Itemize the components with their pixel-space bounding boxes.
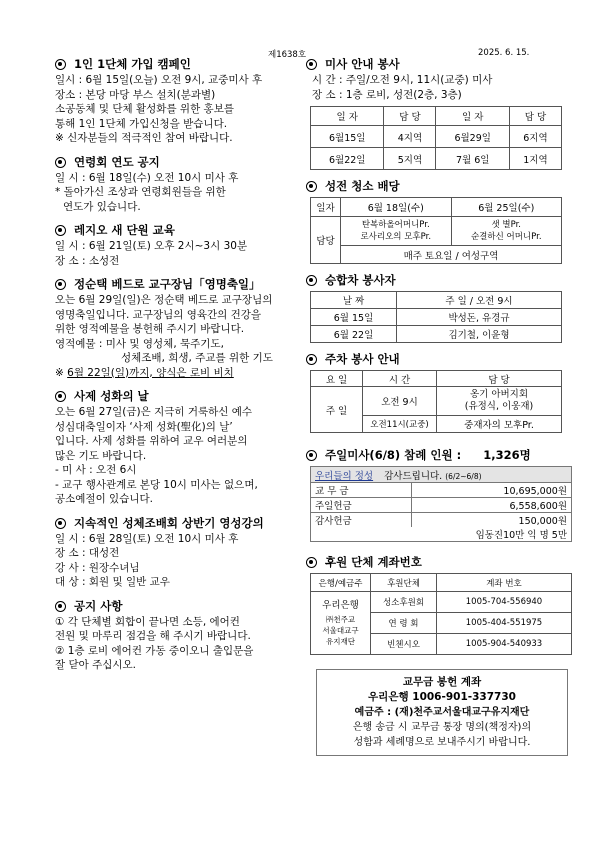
bank-holder: 우리은행 ㈜천주교 서울대교구 유지재단 [311, 592, 371, 655]
bullet-icon [55, 157, 66, 168]
table-cell: 1005-404-551975 [437, 613, 572, 634]
table-cell: 중재자의 모후Pr. [437, 416, 562, 433]
table-cell: 6월15일 [311, 126, 384, 148]
section-notice [55, 598, 300, 673]
text-line: 예금주 : (재)천주교서울대교구유지재단 [354, 707, 530, 718]
table-cell: 교 무 금 [311, 483, 412, 498]
section-title: 연령회 연도 공지 [55, 154, 300, 171]
table-cell: 샛 별Pr. 순결하신 어머니Pr. [451, 217, 562, 246]
cleaning-table [310, 197, 562, 264]
bullet-icon [55, 391, 66, 402]
section-van-volunteers [306, 272, 576, 343]
table-cell: 성소후원회 [371, 592, 437, 613]
bullet-icon [55, 601, 66, 612]
bullet-icon [306, 450, 317, 461]
bullet-icon [306, 59, 317, 70]
section-title: 레지오 새 단원 교육 [55, 222, 300, 239]
text-line: 입니다. 사제 성화를 위하여 교우 여러분의 [55, 435, 248, 447]
section-title: 미사 안내 봉사 [306, 56, 576, 73]
table-header: 담 당 [384, 107, 436, 126]
bullet-icon [306, 181, 317, 192]
table-header: 담 당 [509, 107, 561, 126]
section-title: 성전 청소 배당 [306, 178, 576, 195]
table-cell: 주 일 [311, 387, 363, 433]
text-line: 연도가 있습니다. [63, 200, 141, 213]
table-cell: 10,695,000원 [411, 483, 571, 498]
thanks-row: 우리들의 정성 감사드립니다. (6/2~6/8) [311, 467, 572, 483]
table-cell: 5지역 [384, 148, 436, 170]
table-cell: 김기철, 이윤형 [397, 326, 562, 343]
text-line: 시 간 : 주일/오전 9시, 11시(교중) 미사 [312, 74, 493, 86]
section-attendance [306, 447, 576, 542]
deadline-note: ※ 6월 22일(일)까지, 양식은 로비 비치 [55, 366, 234, 379]
table-header: 담당 [311, 217, 341, 264]
table-cell: 7월 6일 [436, 148, 509, 170]
left-column [55, 56, 300, 681]
section-legio [55, 222, 300, 268]
table-header: 은행/예금주 [311, 574, 371, 592]
accounts-table [310, 573, 572, 655]
table-cell: 빈첸시오 [371, 634, 437, 655]
table-cell: 6지역 [509, 126, 561, 148]
table-header: 계좌 번호 [437, 574, 572, 592]
offering-table [310, 466, 572, 542]
section-priest-day [55, 388, 300, 507]
table-header: 담 당 [437, 371, 562, 387]
table-cell: 매주 토요일 / 여성구역 [341, 246, 562, 264]
text-line: 많은 기도 바랍니다. [55, 449, 147, 462]
text-line: 영적예물 : 미사 및 영성체, 묵주기도, [55, 337, 224, 350]
table-cell: 6월 22일 [311, 326, 397, 343]
table-header: 일 자 [436, 107, 509, 126]
section-parking [306, 351, 576, 433]
table-cell: 1005-704-556940 [437, 592, 572, 613]
table-cell: 오전 9시 [363, 387, 437, 416]
text-line: 우리은행 1006-901-337730 [368, 691, 516, 703]
text-line: - 미 사 : 오전 6시 [55, 464, 137, 476]
table-header: 날 짜 [311, 292, 397, 309]
table-cell: 1지역 [509, 148, 561, 170]
text-line: 통해 1인 1단체 가입신청을 받습니다. [55, 117, 228, 130]
table-cell: 옹기 아버지회 (유정식, 이웅재) [437, 387, 562, 416]
table-cell: 4지역 [384, 126, 436, 148]
section-title: 정순택 베드로 교구장님「영명축일」 [55, 276, 300, 293]
table-cell: 6월 15일 [311, 309, 397, 326]
text-line: 교무금 봉헌 계좌 [402, 676, 482, 688]
text-line: 잘 닫아 주십시오. [55, 659, 137, 671]
text-line: 장 소 : 소성전 [55, 254, 120, 267]
table-cell: 감사헌금 [311, 513, 412, 528]
table-header: 시 간 [363, 371, 437, 387]
table-cell: 임동진10만 익 명 5만 [311, 527, 572, 542]
section-title: 후원 단체 계좌번호 [306, 554, 576, 571]
text-line: 장소 : 본당 마당 부스 설치(분과별) [55, 88, 216, 101]
text-line: 성함과 세례명으로 보내주시기 바랍니다. [353, 737, 531, 748]
section-accounts [306, 554, 576, 655]
section-memorial [55, 154, 300, 215]
section-title: 1인 1단체 가입 캠페인 [55, 56, 300, 73]
section-bishop-feast [55, 276, 300, 380]
text-line: 위한 영적예물을 봉헌해 주시기 바랍니다. [55, 323, 245, 335]
table-cell: 6월22일 [311, 148, 384, 170]
text-line: 소공동체 및 단체 활성화를 위한 홍보를 [55, 103, 234, 115]
table-header: 6월 18일(수) [341, 198, 452, 217]
text-line: 오는 6월 27일(금)은 지극히 거룩하신 예수 [55, 406, 253, 418]
text-line: 장 소 : 대성전 [55, 547, 120, 559]
section-lecture [55, 515, 300, 590]
table-cell: 연 령 회 [371, 613, 437, 634]
text-line: 일 시 : 6월 21일(토) 오후 2시~3시 30분 [55, 240, 248, 252]
table-cell: 6,558,600원 [411, 498, 571, 513]
table-header: 일 자 [311, 107, 384, 126]
bullet-icon [55, 59, 66, 70]
bullet-icon [55, 225, 66, 236]
table-cell: 오전11시(교중) [363, 416, 437, 433]
text-line: 일시 : 6월 15일(오늘) 오전 9시, 교중미사 후 [55, 74, 263, 86]
text-line: ※ 신자분들의 적극적인 참여 바랍니다. [55, 132, 233, 144]
section-campaign [55, 56, 300, 146]
section-title: 주일미사(6/8) 참례 인원 : 1,326명 [306, 447, 576, 464]
issue-date: 2025. 6. 15. [478, 48, 530, 58]
parking-table [310, 370, 562, 433]
text-line: 성심대축일이자 ‘사제 성화(聖化)의 날’ [55, 420, 233, 433]
text-line: 대 상 : 회원 및 일반 교우 [55, 576, 170, 588]
van-table [310, 291, 562, 343]
section-title: 승합차 봉사자 [306, 272, 576, 289]
section-mass-guide [306, 56, 576, 170]
text-line: 일 시 : 6월 18일(수) 오전 10시 미사 후 [55, 171, 239, 184]
section-cleaning [306, 178, 576, 264]
text-line: 은행 송금 시 교무금 통장 명의(책정자)의 [352, 722, 532, 733]
text-line: 영명축일입니다. 교구장님의 영육간의 건강을 [55, 308, 262, 321]
bullet-icon [55, 518, 66, 529]
bullet-icon [55, 279, 66, 290]
table-cell: 박성돈, 유경규 [397, 309, 562, 326]
bullet-icon [306, 275, 317, 286]
table-header: 요 일 [311, 371, 363, 387]
attendance-count: 1,326명 [483, 448, 531, 462]
text-line: 오는 6월 29일(일)은 정순택 베드로 교구장님의 [55, 294, 273, 306]
text-line: 장 소 : 1층 로비, 성전(2층, 3층) [312, 88, 462, 101]
table-header: 주 일 / 오전 9시 [397, 292, 562, 309]
text-line: * 돌아가신 조상과 연령회원들을 위한 [55, 186, 226, 198]
table-cell: 150,000원 [411, 513, 571, 528]
guide-table [310, 106, 562, 170]
text-line: 공소예절이 있습니다. [55, 493, 153, 505]
section-title: 지속적인 성체조배회 상반기 영성강의 [55, 515, 300, 532]
right-column [306, 56, 576, 756]
text-line: ② 1층 로비 에어컨 가동 중이오니 출입문을 [55, 644, 254, 657]
section-title: 공지 사항 [55, 598, 300, 615]
table-header: 후원단체 [371, 574, 437, 592]
table-cell: 주일헌금 [311, 498, 412, 513]
section-title: 사제 성화의 날 [55, 388, 300, 405]
table-header: 일자 [311, 198, 341, 217]
text-line: 강 사 : 원장수녀님 [55, 561, 140, 574]
text-line: ① 각 단체별 회합이 끝나면 소등, 에어컨 [55, 615, 240, 628]
table-cell: 6월29일 [436, 126, 509, 148]
bullet-icon [306, 354, 317, 365]
tithe-account-box [316, 669, 568, 756]
table-cell: 1005-904-540933 [437, 634, 572, 655]
text-line: 성체조배, 희생, 주교를 위한 기도 [121, 352, 273, 364]
bullet-icon [306, 557, 317, 568]
text-line: 전원 및 마루리 점검을 해 주시기 바랍니다. [55, 630, 251, 642]
table-header: 6월 25일(수) [451, 198, 562, 217]
table-cell: 탄복하올어머니Pr. 로사리오의 모후Pr. [341, 217, 452, 246]
text-line: - 교구 행사관계로 본당 10시 미사는 없으며, [55, 478, 258, 491]
text-line: 일 시 : 6월 28일(토) 오전 10시 미사 후 [55, 532, 239, 545]
section-title: 주차 봉사 안내 [306, 351, 576, 368]
issue-number: 제1638호 [268, 50, 307, 60]
